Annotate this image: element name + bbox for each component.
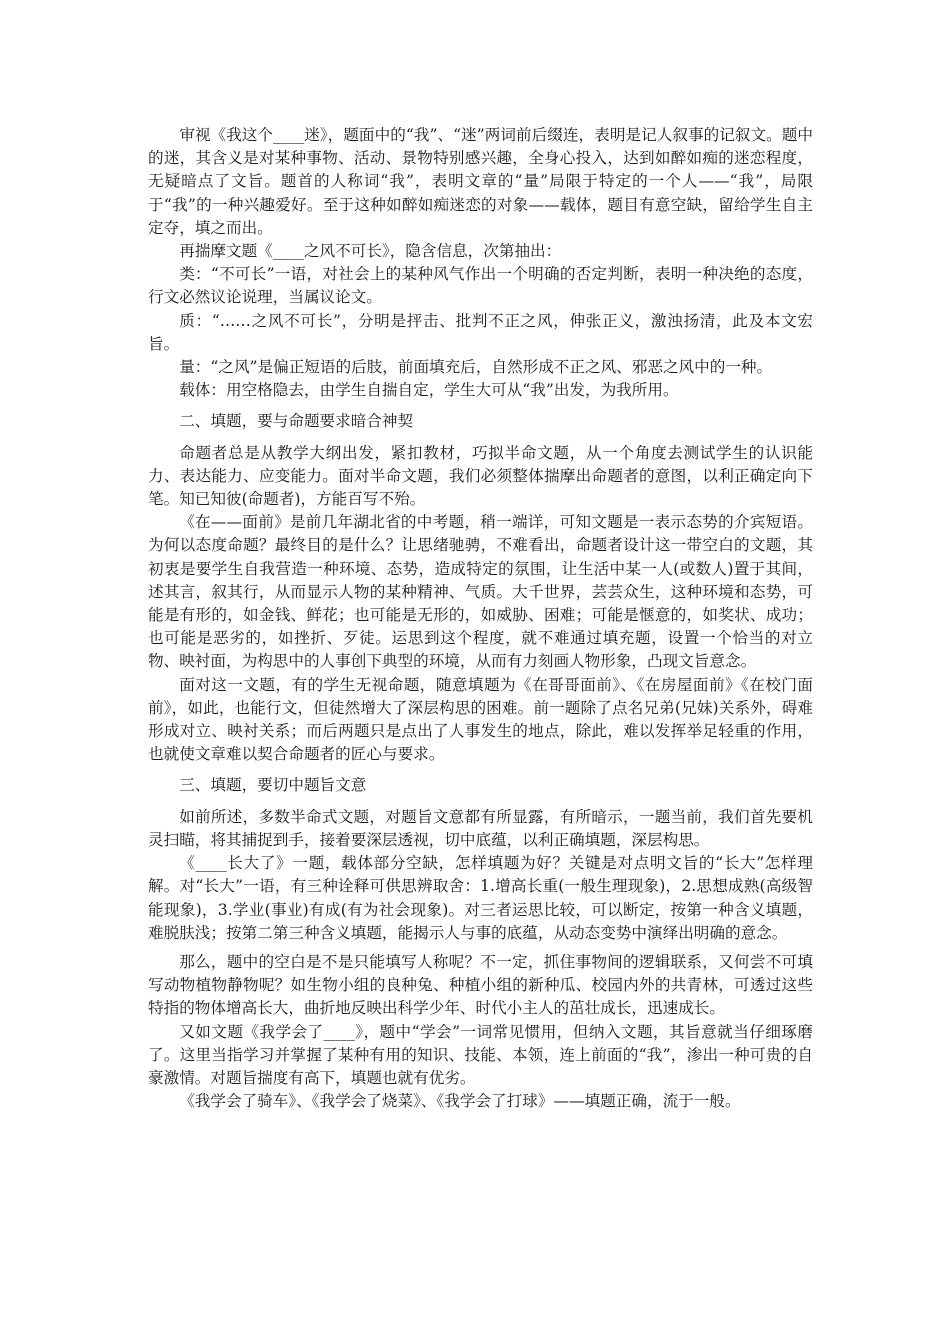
paragraph-zai-mianqian: 《在——面前》是前几年湖北省的中考题，稍一端详，可知文题是一表示态势的介宾短语。为何以态度命题？最终目的是什么？让思绪驰骋，不难看出，命题者设计这一带空白的文题，其初衷是要学生自我营造一种环境、态势，造成特定的氛围，让生活中某一人(或数人)置于其间，述其言，叙其行，从而显示人物的某种精神、气质。大千世界，芸芸众生，这种环境和态势，可能是有形的，如金钱、鲜花；也可能是无形的，如威胁、困难；可能是惬意的，如奖状、成功；也可能是恶劣的，如挫折、歹徒。运思到这个程度，就不难通过填充题，设置一个恰当的对立物、映衬面，为构思中的人事创下典型的环境，从而有力刻画人物形象，凸现文旨意念。 xyxy=(148,513,813,671)
section-heading-3: 三、填题，要切中题旨文意 xyxy=(179,776,367,795)
document-page xyxy=(148,124,813,1113)
paragraph-wushi-mingti: 面对这一文题，有的学生无视命题，随意填题为《在哥哥面前》、《在房屋面前》《在校门面前》，如此，也能行文，但徒然增大了深层构思的困难。前一题除了点名兄弟(兄妹)关系外，碍难形成对立、映衬关系；而后两题只是点出了人事发生的地点，除此，难以发挥举足轻重的作用，也就使文章难以契合命题者的匠心与要求。 xyxy=(148,675,813,764)
paragraph-zhi: 质：“……之风不可长”，分明是抨击、批判不正之风，伸张正义，激浊扬清，此及本文宏旨。 xyxy=(148,311,813,353)
paragraph-ruqian-suoshu: 如前所述，多数半命式文题，对题旨文意都有所显露，有所暗示，一题当前，我们首先要机灵扫瞄，将其捕捉到手，接着要深层透视，切中底蕴，以利正确填题，深层构思。 xyxy=(148,807,813,849)
section-heading-2: 二、填题，要与命题要求暗合神契 xyxy=(179,412,414,431)
paragraph-lei: 类：“不可长”一语，对社会上的某种风气作出一个明确的否定判断，表明一种决绝的态度，行文必然议论说理，当属议论文。 xyxy=(148,265,813,307)
paragraph-zhangda-le: 《____长大了》一题，载体部分空缺，怎样填题为好？关键是对点明文旨的“长大”怎样理解。对“长大”一语，有三种诠释可供思辨取舍：1.增高长重(一般生理现象)，2.思想成熟(高级智能现象)，3.学业(事业)有成(有为社会现象)。对三者运思比较，可以断定，按第一种含义填题，难脱肤浅；按第二第三种含义填题，能揭示人与事的底蕴，从动态变势中演绎出明确的意念。 xyxy=(148,854,813,942)
paragraph-examples: 《我学会了骑车》、《我学会了烧菜》、《我学会了打球》——填题正确，流于一般。 xyxy=(179,1092,741,1111)
paragraph-mingtizhe: 命题者总是从教学大纲出发，紧扣教材，巧拟半命文题，从一个角度去测试学生的认识能力、表达能力、应变能力。面对半命文题，我们必须整体揣摩出命题者的意图，以利正确定向下笔。知已知彼(命题者)，方能百写不殆。 xyxy=(148,443,813,509)
paragraph-liang: 量：“之风”是偏正短语的后肢，前面填充后，自然形成不正之风、邪恶之风中的一种。 xyxy=(179,358,773,377)
paragraph-zhi-feng-intro: 再揣摩文题《____之风不可长》，隐含信息，次第抽出： xyxy=(179,242,562,261)
paragraph-wo-zhe-ge-mi: 审视《我这个____迷》，题面中的“我”、“迷”两词前后缀连，表明是记人叙事的记叙文。题中的迷，其含义是对某种事物、活动、景物特别感兴趣，全身心投入，达到如醉如痴的迷恋程度，无疑暗点了文旨。题首的人称词“我”，表明文章的“量”局限于特定的一个人——“我”，局限于“我”的一种兴趣爱好。至于这种如醉如痴迷恋的对象——载体，题目有意空缺，留给学生自主定夺，填之而出。 xyxy=(148,126,813,237)
paragraph-xuehui-le: 又如文题《我学会了____》，题中“学会”一词常见惯用，但纳入文题，其旨意就当仔细琢磨了。这里当指学习并掌握了某种有用的知识、技能、本领，连上前面的“我”，渗出一种可贵的自豪激情。对题旨揣度有高下，填题也就有优劣。 xyxy=(148,1022,813,1087)
paragraph-kongbai: 那么，题中的空白是不是只能填写人称呢？不一定，抓住事物间的逻辑联系，又何尝不可填写动物植物静物呢？如生物小组的良种兔、种植小组的新种瓜、校园内外的共青林，可透过这些特指的物体增高长大，曲折地反映出科学少年、时代小主人的茁壮成长，迅速成长。 xyxy=(148,952,813,1018)
paragraph-zaiti: 载体：用空格隐去，由学生自揣自定，学生大可从“我”出发，为我所用。 xyxy=(179,381,679,400)
